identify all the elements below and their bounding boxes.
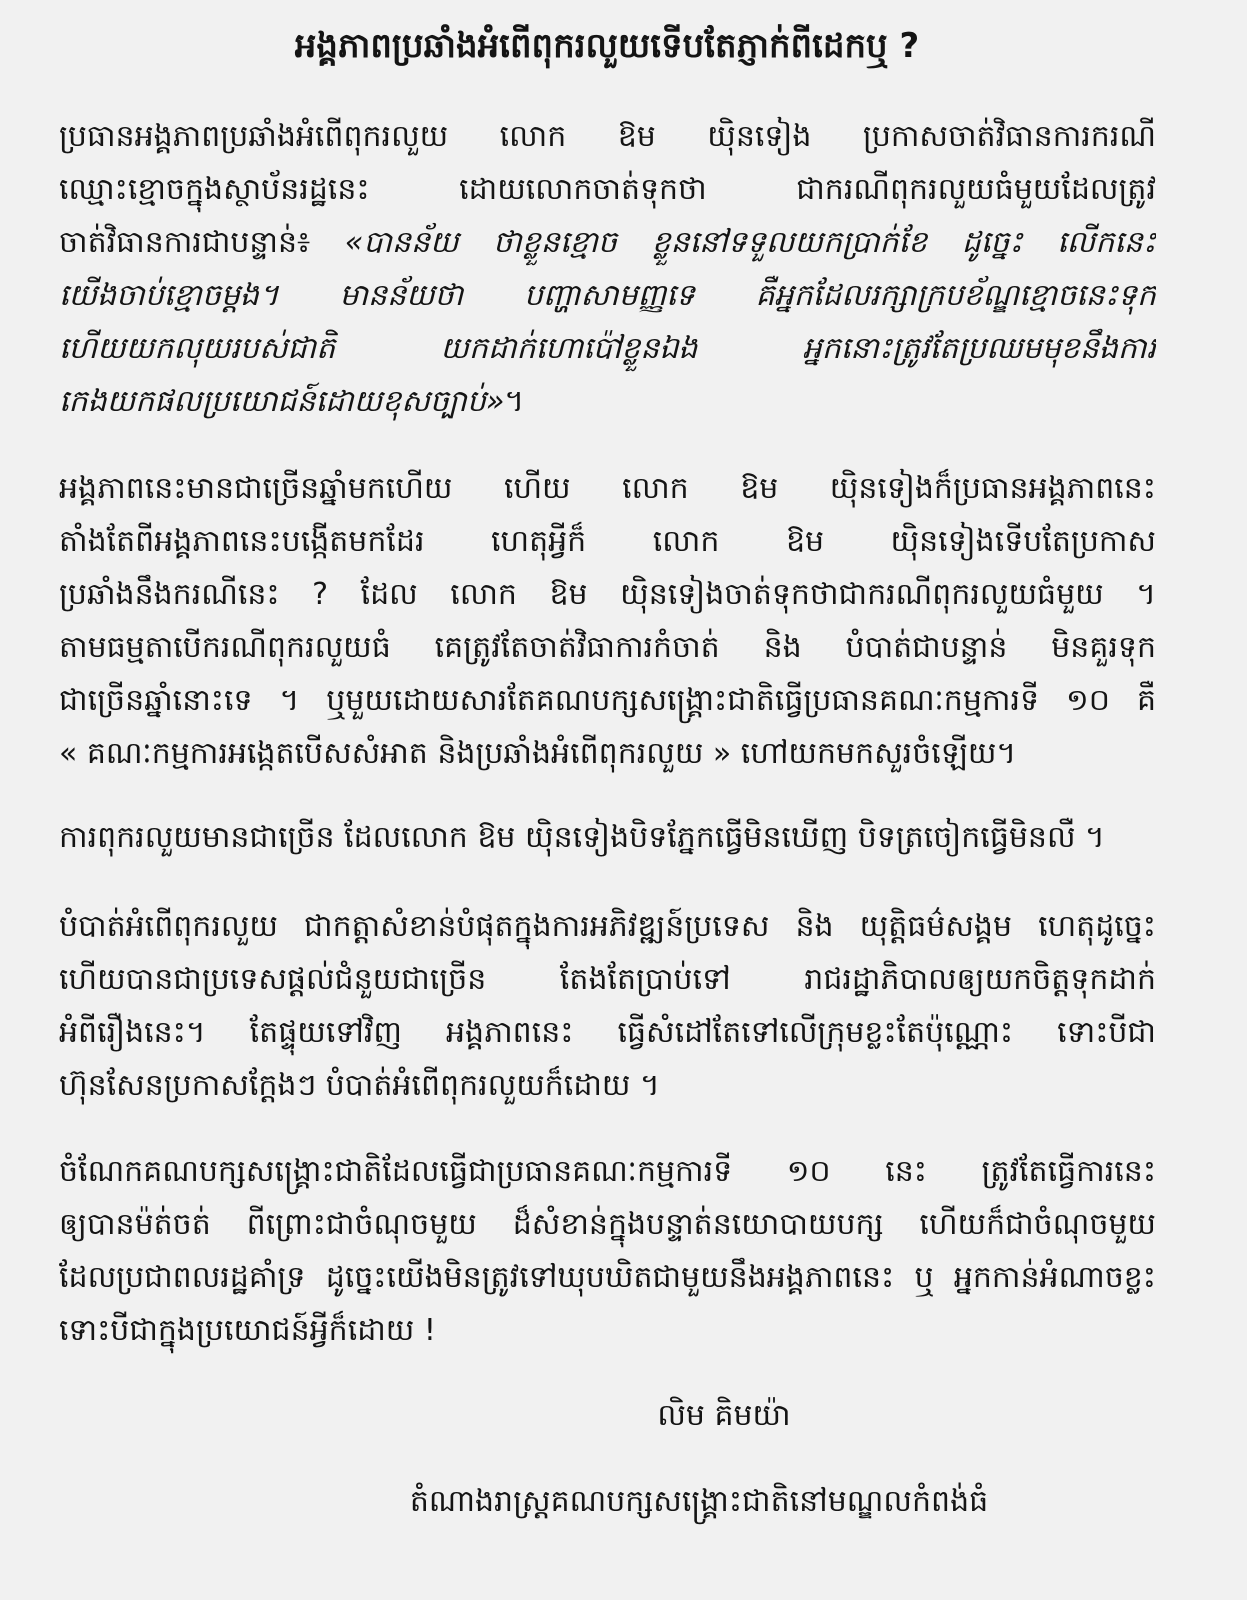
line-text: ចំណែកគណបក្សសង្គ្រោះជាតិដែលធ្វើជាប្រធានគណៈកម្មការទី ១០ នេះ ត្រូវតែធ្វើការនេះ: [59, 1154, 1156, 1189]
quote-text: «បានន័យ ថាខ្លួនខ្មោច ខ្លួននៅទទួលយកប្រាក់ខែ ដូច្នេះ លើកនេះ: [344, 225, 1156, 260]
body-line: [59, 1198, 1156, 1251]
paragraph-3: [59, 811, 1156, 864]
signature-name: លិម គិមយ៉ា: [657, 1398, 791, 1433]
quote-text: យើងចាប់ខ្មោចម្តង។ មានន័យថា បញ្ហាសាមញ្ញទេ គឺអ្នកដែលរក្សាក្របខ័ណ្ឌខ្មោចនេះទុក: [59, 278, 1156, 313]
line-text: តាមធម្មតាបើករណីពុករលួយធំ គេត្រូវតែចាត់វិធាការកំចាត់ និង បំបាត់ជាបន្ទាន់ មិនគួរទុក: [59, 630, 1156, 665]
line-text: ហ៊ុនសែនប្រកាសក្តែងៗ បំបាត់អំពើពុករលួយក៏ដោយ ។: [59, 1068, 660, 1103]
body-line: [59, 1251, 1156, 1304]
body-line: [59, 727, 1156, 780]
signature-position: តំណាងរាស្ត្រគណបក្សសង្គ្រោះជាតិនៅមណ្ឌលកំពង់ធំ: [409, 1484, 989, 1519]
body-line: [59, 674, 1156, 727]
paragraph-1: [59, 110, 1156, 428]
quote-text: កេងយកផលប្រយោជន៍ដោយខុសច្បាប់»: [59, 384, 505, 419]
line-text: ។: [504, 384, 525, 419]
paragraph-4: [59, 900, 1156, 1112]
body-line: [59, 1304, 1156, 1357]
body-line: [59, 110, 1156, 163]
body-line: [59, 269, 1156, 322]
body-line: [59, 216, 1156, 269]
body-line: [59, 163, 1156, 216]
line-text: ដែលប្រជាពលរដ្ឋគាំទ្រ ដូច្នេះយើងមិនត្រូវទៅឃុបឃិតជាមួយនឹងអង្គភាពនេះ ឬ អ្នកកាន់អំណាចខ្លះ: [59, 1260, 1156, 1295]
line-text: ការពុករលួយមានជាច្រើន ដែលលោក ឱម យ៉ិនទៀងបិទភ្នែកធ្វើមិនឃើញ បិទត្រចៀកធ្វើមិនលឺ ។: [59, 820, 1105, 855]
body-line: [59, 568, 1156, 621]
line-text: ឲ្យបានម៉ត់ចត់ ពីព្រោះជាចំណុចមួយ ដ៏សំខាន់ក្នុងបន្ទាត់នយោបាយបក្ស ហើយក៏ជាចំណុចមួយ: [59, 1207, 1156, 1242]
body-line: [59, 375, 1156, 428]
quote-text: ហើយយកលុយរបស់ជាតិ យកដាក់ហោប៉ៅខ្លួនឯង អ្នកនោះត្រូវតែប្រឈមមុខនឹងការ: [59, 331, 1156, 366]
line-text: ជាច្រើនឆ្នាំនោះទេ ។ ឬមួយដោយសារតែគណបក្សសង្គ្រោះជាតិធ្វើប្រធានគណៈកម្មការទី ១០ គឺ: [59, 683, 1156, 718]
line-text: អង្គភាពនេះមានជាច្រើនឆ្នាំមកហើយ ហើយ លោក ឱម យ៉ិនទៀងក៏ប្រធានអង្គភាពនេះ: [59, 471, 1156, 506]
line-text: ចាត់វិធានការជាបន្ទាន់៖: [59, 225, 345, 260]
line-text: បំបាត់អំពើពុករលួយ ជាកត្តាសំខាន់បំផុតក្នុងការអភិវឌ្ឍន៍ប្រទេស និង យុត្តិធម៌សង្គម ហេតុដូច្នេះ: [59, 909, 1156, 944]
body-line: [59, 322, 1156, 375]
body-line: [59, 811, 1156, 864]
paragraph-5: [59, 1145, 1156, 1357]
body-line: [59, 515, 1156, 568]
line-text: ទោះបីជាក្នុងប្រយោជន៍អ្វីក៏ដោយ !: [59, 1313, 436, 1348]
line-text: ប្រឆាំងនឹងករណីនេះ ? ដែល លោក ឱម យ៉ិនទៀងចាត់ទុកថាជាករណីពុករលួយធំមួយ ។: [59, 577, 1156, 612]
body-line: [59, 1006, 1156, 1059]
body-line: [59, 900, 1156, 953]
body-line: [59, 462, 1156, 515]
paragraph-2: [59, 462, 1156, 780]
line-text: ហើយបានជាប្រទេសផ្តល់ជំនួយជាច្រើន តែងតែប្រាប់ទៅ រាជរដ្ឋាភិបាលឲ្យយកចិត្តទុកដាក់: [59, 962, 1156, 997]
line-text: « គណៈកម្មការអង្កេតបើសសំអាត និងប្រឆាំងអំពើពុករលួយ » ហៅយកមកសួរចំឡើយ។: [59, 736, 1017, 771]
line-text: ប្រធានអង្គភាពប្រឆាំងអំពើពុករលួយ លោក ឱម យ៉ិនទៀង ប្រកាសចាត់វិធានការករណី: [59, 119, 1156, 154]
body-line: [59, 953, 1156, 1006]
document-title: អង្គភាពប្រឆាំងអំពើពុករលួយទើបតែភ្ញាក់ពីដេកឬ ?: [294, 26, 920, 66]
body-line: [59, 1145, 1156, 1198]
body-line: [59, 621, 1156, 674]
line-text: ឈ្មោះខ្មោចក្នុងស្ថាប័នរដ្ឋនេះ ដោយលោកចាត់ទុកថា ជាករណីពុករលួយធំមួយដែលត្រូវ: [59, 172, 1156, 207]
line-text: អំពីរឿងនេះ។ តែផ្ទុយទៅវិញ អង្គភាពនេះ ធ្វើសំដៅតែទៅលើក្រុមខ្លះតែប៉ុណ្ណោះ ទោះបីជា: [59, 1015, 1156, 1050]
line-text: តាំងតែពីអង្គភាពនេះបង្កើតមកដែរ ហេតុអ្វីក៏ លោក ឱម យ៉ិនទៀងទើបតែប្រកាស: [59, 524, 1156, 559]
body-line: [59, 1059, 1156, 1112]
